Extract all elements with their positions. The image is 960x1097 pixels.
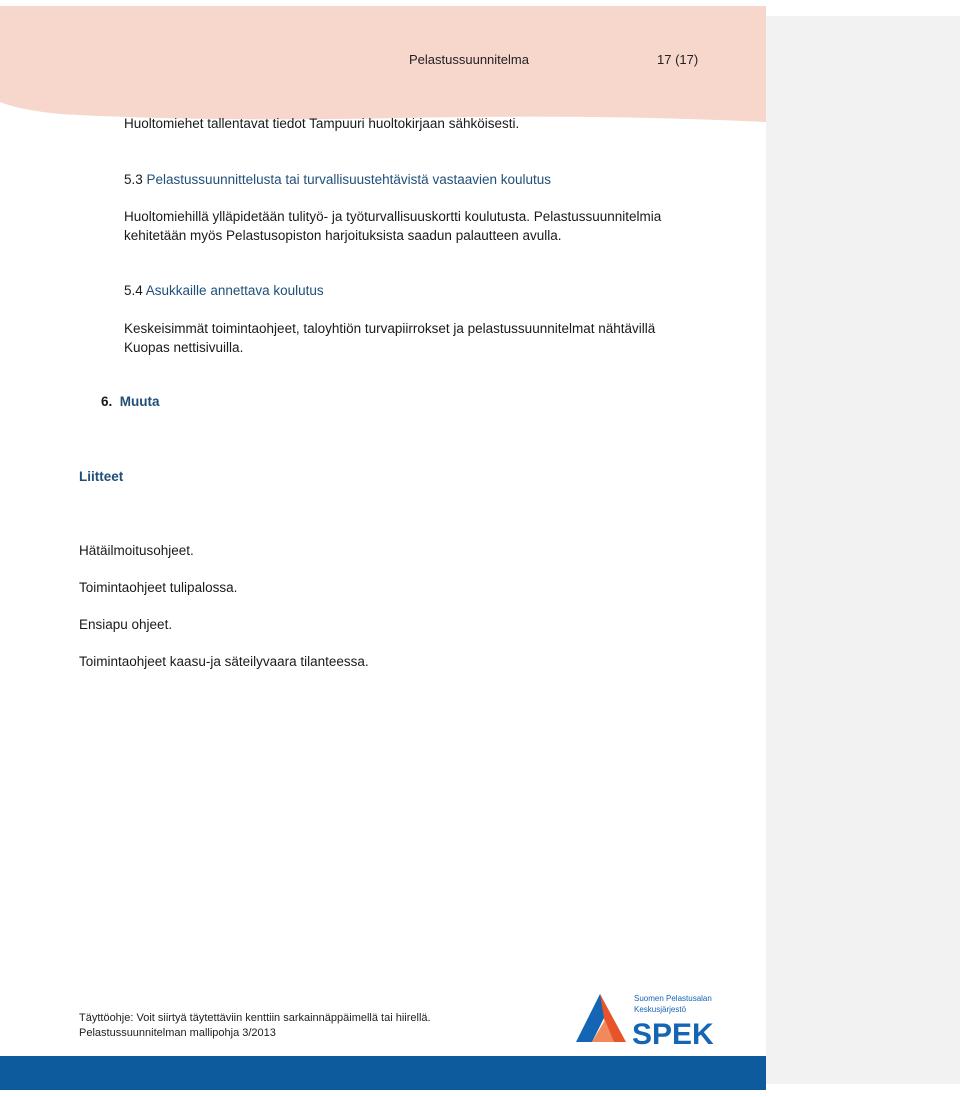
section-5-4-number: 5.4 xyxy=(124,283,143,298)
attachment-item: Ensiapu ohjeet. xyxy=(79,617,173,632)
logo-wordmark: SPEK xyxy=(632,1018,714,1048)
attachment-item: Toimintaohjeet tulipalossa. xyxy=(79,580,238,595)
section-5-3-heading xyxy=(124,170,551,189)
section-5-3-title: Pelastussuunnittelusta tai turvallisuustehtävistä vastaavien koulutus xyxy=(142,172,552,187)
section-5-3-line-2: kehitetään myös Pelastusopiston harjoituksista saadun palautteen avulla. xyxy=(124,228,562,243)
section-6-heading xyxy=(101,392,160,411)
section-5-4-line-1: Keskeisimmät toimintaohjeet, taloyhtiön turvapiirrokset ja pelastussuunnitelmat nähtävillä xyxy=(124,321,656,336)
attachment-item: Toimintaohjeet kaasu-ja säteilyvaara tilanteessa. xyxy=(79,654,369,669)
section-6-title: Muuta xyxy=(119,394,160,409)
footer-template-version: Pelastussuunnitelman mallipohja 3/2013 xyxy=(79,1027,276,1039)
logo-line-1: Suomen Pelastusalan xyxy=(634,994,712,1003)
section-5-3-number: 5.3 xyxy=(124,172,143,187)
document-page xyxy=(0,6,766,1090)
footer-instruction: Täyttöohje: Voit siirtyä täytettäviin kenttiin sarkainnäppäimellä tai hiirellä. xyxy=(79,1012,431,1024)
viewer-side-pane xyxy=(766,16,960,1084)
header-page-number: 17 (17) xyxy=(657,52,699,67)
paragraph-maintenance: Huoltomiehet tallentavat tiedot Tampuuri huoltokirjaan sähköisesti. xyxy=(124,116,520,131)
section-5-3-line-1: Huoltomiehillä ylläpidetään tulityö- ja työturvallisuuskortti koulutusta. Pelastussuunnitelmia xyxy=(124,209,662,224)
header-document-title: Pelastussuunnitelma xyxy=(409,52,529,67)
attachments-heading: Liitteet xyxy=(79,469,124,484)
footer-bar xyxy=(0,1056,766,1090)
section-5-4-title: Asukkaille annettava koulutus xyxy=(142,283,324,298)
section-5-4-heading xyxy=(124,281,324,300)
attachment-item: Hätäilmoitusohjeet. xyxy=(79,543,194,558)
section-6-number: 6. xyxy=(101,394,113,409)
section-5-4-line-2: Kuopas nettisivuilla. xyxy=(124,340,244,355)
spek-logo xyxy=(574,990,720,1048)
logo-line-2: Keskusjärjestö xyxy=(634,1005,687,1014)
